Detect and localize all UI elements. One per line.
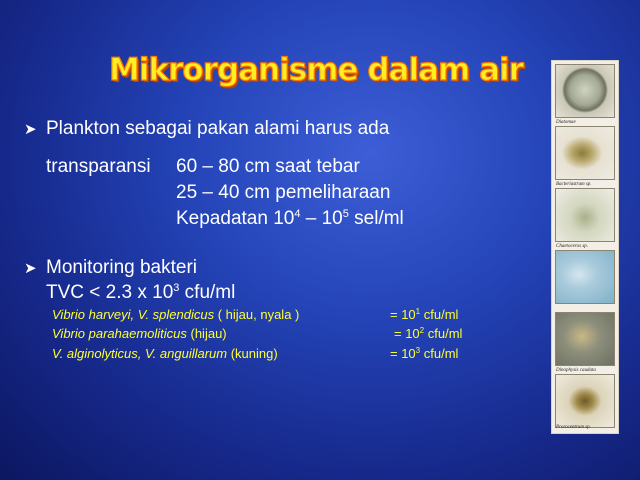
- diatom-caption: Diatomae: [556, 120, 576, 125]
- bullet-plankton: [24, 118, 389, 140]
- bullet-monitoring-text: Monitoring bakteri: [46, 257, 198, 278]
- density-line: Kepadatan $10^4 - 10^5$ sel/ml: [176, 208, 404, 229]
- bacteriastrum-caption: Bacteriastrum sp.: [556, 182, 592, 187]
- arrow-bullet-icon: ➤: [24, 260, 37, 277]
- dinophysis-caption: Dinophysis caudata: [556, 368, 596, 373]
- prorocentrum-photo: [555, 374, 615, 428]
- vibrio-row: Vibrio parahaemoliticus (hijau) = $10^2$ cfu/ml: [52, 326, 463, 341]
- dinophysis-photo: [555, 312, 615, 366]
- bullet-monitoring: [24, 257, 197, 279]
- slide-title: Mikrorganisme dalam air: [109, 52, 523, 88]
- bacteriastrum-photo: [555, 126, 615, 180]
- bullet-plankton-text: Plankton sebagai pakan alami harus ada: [46, 118, 390, 139]
- chaetoceros-photo: [555, 188, 615, 242]
- diatom-photo: [555, 64, 615, 118]
- transparency-value-pemeliharaan: 25 – 40 cm pemeliharaan: [176, 182, 391, 203]
- tvc-line: TVC < 2.3 x $10^3$ cfu/ml: [46, 282, 236, 303]
- transparency-value-tebar: 60 – 80 cm saat tebar: [176, 156, 360, 177]
- chaetoceros-caption: Chaetoceros sp.: [556, 244, 589, 249]
- microorganism-photo-strip: [551, 60, 619, 434]
- plankton-blue-photo: [555, 250, 615, 304]
- vibrio-row: V. alginolyticus, V. anguillarum (kuning) = $10^3$ cfu/ml: [52, 346, 459, 361]
- arrow-bullet-icon: ➤: [24, 121, 37, 138]
- prorocentrum-caption: Prorocentrum sp.: [556, 425, 591, 430]
- transparency-label: transparansi: [46, 156, 151, 177]
- vibrio-row: Vibrio harveyi, V. splendicus ( hijau, nyala ) = $10^1$ cfu/ml: [52, 307, 459, 322]
